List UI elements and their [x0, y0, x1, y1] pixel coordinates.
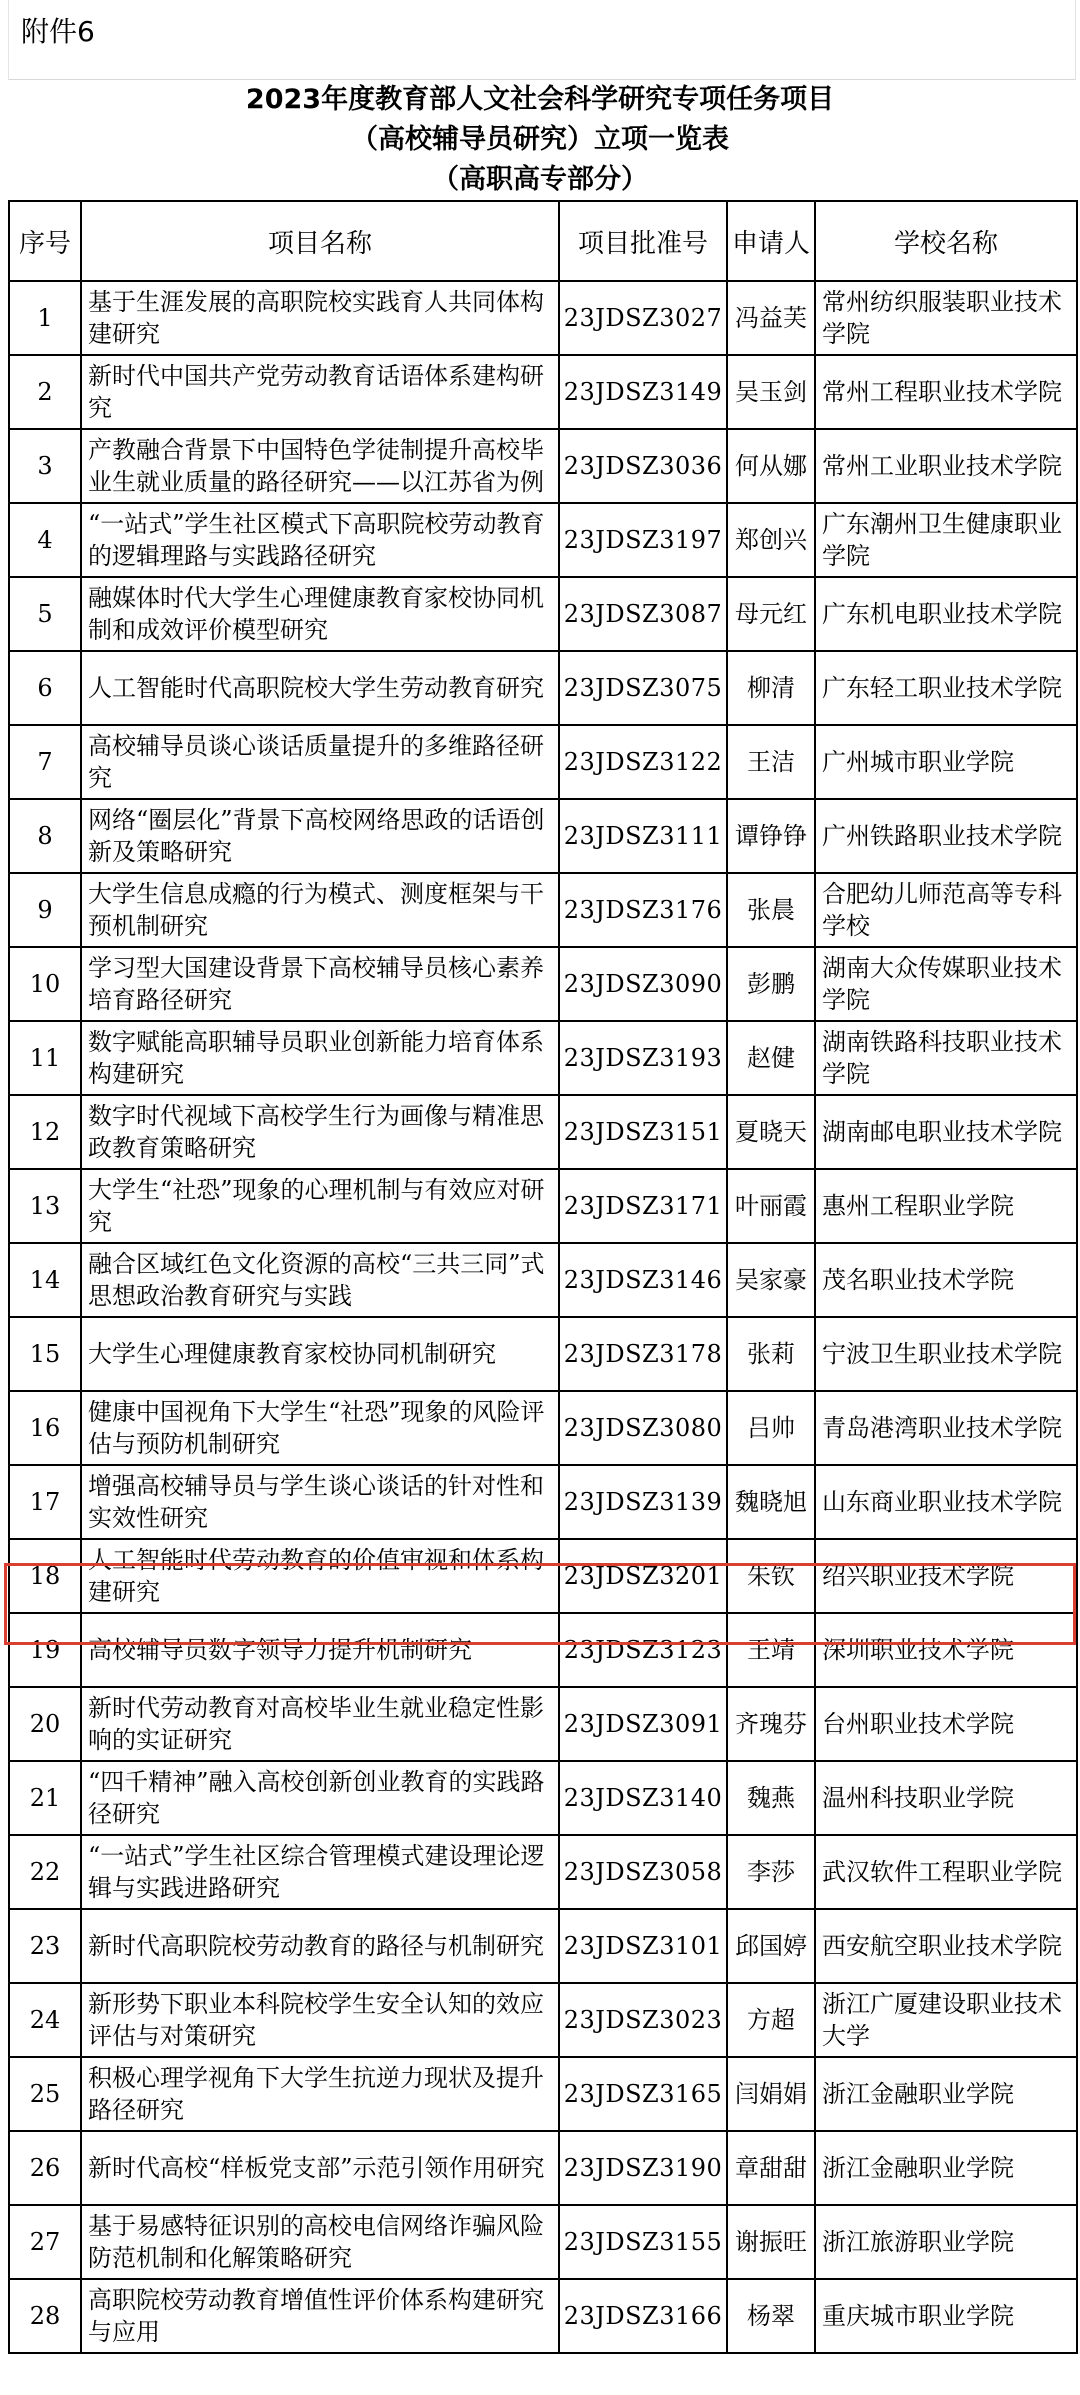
table-row [9, 873, 1077, 947]
applicant-cell: 谢振旺 [727, 2205, 815, 2279]
table-row [9, 1835, 1077, 1909]
school-name-cell: 常州纺织服装职业技术学院 [815, 281, 1077, 355]
col-header-no: 序号 [9, 201, 81, 281]
table-row [9, 725, 1077, 799]
applicant-cell: 章甜甜 [727, 2131, 815, 2205]
school-name-cell: 台州职业技术学院 [815, 1687, 1077, 1761]
row-number-cell: 4 [9, 503, 81, 577]
row-number-cell: 28 [9, 2279, 81, 2353]
project-name-cell: “一站式”学生社区综合管理模式建设理论逻辑与实践进路研究 [81, 1835, 559, 1909]
approval-number-cell: 23JDSZ3149 [559, 355, 727, 429]
approval-number-cell: 23JDSZ3111 [559, 799, 727, 873]
row-number-cell: 18 [9, 1539, 81, 1613]
applicant-cell: 李莎 [727, 1835, 815, 1909]
table-row [9, 1095, 1077, 1169]
table-row [9, 651, 1077, 725]
applicant-cell: 吕帅 [727, 1391, 815, 1465]
applicant-cell: 朱钦 [727, 1539, 815, 1613]
table-row [9, 2279, 1077, 2353]
table-row [9, 1761, 1077, 1835]
table-row [9, 429, 1077, 503]
row-number-cell: 16 [9, 1391, 81, 1465]
school-name-cell: 湖南大众传媒职业技术学院 [815, 947, 1077, 1021]
school-name-cell: 浙江金融职业学院 [815, 2131, 1077, 2205]
school-name-cell: 宁波卫生职业技术学院 [815, 1317, 1077, 1391]
project-name-cell: “一站式”学生社区模式下高职院校劳动教育的逻辑理路与实践路径研究 [81, 503, 559, 577]
table-row [9, 1613, 1077, 1687]
school-name-cell: 湖南铁路科技职业技术学院 [815, 1021, 1077, 1095]
row-number-cell: 23 [9, 1909, 81, 1983]
row-number-cell: 6 [9, 651, 81, 725]
row-number-cell: 27 [9, 2205, 81, 2279]
project-name-cell: 新时代高校“样板党支部”示范引领作用研究 [81, 2131, 559, 2205]
applicant-cell: 柳清 [727, 651, 815, 725]
applicant-cell: 冯益芙 [727, 281, 815, 355]
applicant-cell: 夏晓天 [727, 1095, 815, 1169]
approval-number-cell: 23JDSZ3155 [559, 2205, 727, 2279]
row-number-cell: 3 [9, 429, 81, 503]
project-name-cell: 积极心理学视角下大学生抗逆力现状及提升路径研究 [81, 2057, 559, 2131]
table-row [9, 1021, 1077, 1095]
row-number-cell: 25 [9, 2057, 81, 2131]
table-row [9, 355, 1077, 429]
approval-number-cell: 23JDSZ3151 [559, 1095, 727, 1169]
approval-number-cell: 23JDSZ3091 [559, 1687, 727, 1761]
approval-number-cell: 23JDSZ3193 [559, 1021, 727, 1095]
applicant-cell: 吴玉剑 [727, 355, 815, 429]
applicant-cell: 魏燕 [727, 1761, 815, 1835]
school-name-cell: 常州工业职业技术学院 [815, 429, 1077, 503]
table-row [9, 2057, 1077, 2131]
table-row [9, 577, 1077, 651]
school-name-cell: 茂名职业技术学院 [815, 1243, 1077, 1317]
document-title [0, 80, 1080, 198]
project-name-cell: 增强高校辅导员与学生谈心谈话的针对性和实效性研究 [81, 1465, 559, 1539]
row-number-cell: 10 [9, 947, 81, 1021]
project-name-cell: 大学生心理健康教育家校协同机制研究 [81, 1317, 559, 1391]
applicant-cell: 郑创兴 [727, 503, 815, 577]
attachment-header [8, 0, 1076, 80]
table-row [9, 503, 1077, 577]
row-number-cell: 17 [9, 1465, 81, 1539]
col-header-name: 项目名称 [81, 201, 559, 281]
table-row [9, 1983, 1077, 2057]
approval-number-cell: 23JDSZ3080 [559, 1391, 727, 1465]
project-name-cell: 健康中国视角下大学生“社恐”现象的风险评估与预防机制研究 [81, 1391, 559, 1465]
table-row [9, 281, 1077, 355]
approval-number-cell: 23JDSZ3197 [559, 503, 727, 577]
approval-number-cell: 23JDSZ3171 [559, 1169, 727, 1243]
applicant-cell: 齐瑰芬 [727, 1687, 815, 1761]
applicant-cell: 张晨 [727, 873, 815, 947]
approval-number-cell: 23JDSZ3190 [559, 2131, 727, 2205]
school-name-cell: 广东轻工职业技术学院 [815, 651, 1077, 725]
project-name-cell: 产教融合背景下中国特色学徒制提升高校毕业生就业质量的路径研究——以江苏省为例 [81, 429, 559, 503]
project-name-cell: 人工智能时代高职院校大学生劳动教育研究 [81, 651, 559, 725]
applicant-cell: 王靖 [727, 1613, 815, 1687]
title-line-1: 2023年度教育部人文社会科学研究专项任务项目 [245, 84, 835, 115]
project-name-cell: 大学生“社恐”现象的心理机制与有效应对研究 [81, 1169, 559, 1243]
table-row [9, 1317, 1077, 1391]
table-row [9, 947, 1077, 1021]
approval-number-cell: 23JDSZ3027 [559, 281, 727, 355]
approval-number-cell: 23JDSZ3123 [559, 1613, 727, 1687]
approval-number-cell: 23JDSZ3087 [559, 577, 727, 651]
project-name-cell: 新时代劳动教育对高校毕业生就业稳定性影响的实证研究 [81, 1687, 559, 1761]
row-number-cell: 19 [9, 1613, 81, 1687]
table-header-row [9, 201, 1077, 281]
project-name-cell: 融合区域红色文化资源的高校“三共三同”式思想政治教育研究与实践 [81, 1243, 559, 1317]
approval-number-cell: 23JDSZ3122 [559, 725, 727, 799]
school-name-cell: 绍兴职业技术学院 [815, 1539, 1077, 1613]
applicant-cell: 吴家豪 [727, 1243, 815, 1317]
table-row [9, 1539, 1077, 1613]
school-name-cell: 重庆城市职业学院 [815, 2279, 1077, 2353]
row-number-cell: 8 [9, 799, 81, 873]
applicant-cell: 王洁 [727, 725, 815, 799]
project-name-cell: 新时代中国共产党劳动教育话语体系建构研究 [81, 355, 559, 429]
project-name-cell: 人工智能时代劳动教育的价值审视和体系构建研究 [81, 1539, 559, 1613]
school-name-cell: 广州城市职业学院 [815, 725, 1077, 799]
school-name-cell: 温州科技职业学院 [815, 1761, 1077, 1835]
col-header-school: 学校名称 [815, 201, 1077, 281]
row-number-cell: 11 [9, 1021, 81, 1095]
approval-number-cell: 23JDSZ3036 [559, 429, 727, 503]
approval-number-cell: 23JDSZ3140 [559, 1761, 727, 1835]
project-name-cell: 新形势下职业本科院校学生安全认知的效应评估与对策研究 [81, 1983, 559, 2057]
approval-number-cell: 23JDSZ3023 [559, 1983, 727, 2057]
project-table [8, 200, 1078, 2354]
school-name-cell: 武汉软件工程职业学院 [815, 1835, 1077, 1909]
project-name-cell: 大学生信息成瘾的行为模式、测度框架与干预机制研究 [81, 873, 559, 947]
attachment-label: 附件6 [21, 15, 95, 48]
table-row [9, 2205, 1077, 2279]
school-name-cell: 惠州工程职业学院 [815, 1169, 1077, 1243]
row-number-cell: 5 [9, 577, 81, 651]
table-row [9, 799, 1077, 873]
approval-number-cell: 23JDSZ3166 [559, 2279, 727, 2353]
col-header-applicant: 申请人 [727, 201, 815, 281]
row-number-cell: 15 [9, 1317, 81, 1391]
row-number-cell: 14 [9, 1243, 81, 1317]
approval-number-cell: 23JDSZ3101 [559, 1909, 727, 1983]
table-row [9, 2131, 1077, 2205]
project-name-cell: 学习型大国建设背景下高校辅导员核心素养培育路径研究 [81, 947, 559, 1021]
applicant-cell: 母元红 [727, 577, 815, 651]
col-header-code: 项目批准号 [559, 201, 727, 281]
project-name-cell: 高校辅导员数字领导力提升机制研究 [81, 1613, 559, 1687]
row-number-cell: 1 [9, 281, 81, 355]
applicant-cell: 谭铮铮 [727, 799, 815, 873]
row-number-cell: 12 [9, 1095, 81, 1169]
applicant-cell: 杨翠 [727, 2279, 815, 2353]
title-line-2: （高校辅导员研究）立项一览表 [351, 124, 729, 155]
school-name-cell: 广州铁路职业技术学院 [815, 799, 1077, 873]
applicant-cell: 何从娜 [727, 429, 815, 503]
project-name-cell: 高校辅导员谈心谈话质量提升的多维路径研究 [81, 725, 559, 799]
applicant-cell: 方超 [727, 1983, 815, 2057]
approval-number-cell: 23JDSZ3178 [559, 1317, 727, 1391]
applicant-cell: 闫娟娟 [727, 2057, 815, 2131]
row-number-cell: 7 [9, 725, 81, 799]
approval-number-cell: 23JDSZ3075 [559, 651, 727, 725]
project-name-cell: 基于生涯发展的高职院校实践育人共同体构建研究 [81, 281, 559, 355]
applicant-cell: 赵健 [727, 1021, 815, 1095]
table-body [9, 281, 1077, 2353]
approval-number-cell: 23JDSZ3090 [559, 947, 727, 1021]
project-name-cell: 高职院校劳动教育增值性评价体系构建研究与应用 [81, 2279, 559, 2353]
school-name-cell: 广东潮州卫生健康职业学院 [815, 503, 1077, 577]
project-name-cell: 融媒体时代大学生心理健康教育家校协同机制和成效评价模型研究 [81, 577, 559, 651]
school-name-cell: 浙江旅游职业学院 [815, 2205, 1077, 2279]
table-row [9, 1169, 1077, 1243]
school-name-cell: 浙江金融职业学院 [815, 2057, 1077, 2131]
project-name-cell: 新时代高职院校劳动教育的路径与机制研究 [81, 1909, 559, 1983]
applicant-cell: 彭鹏 [727, 947, 815, 1021]
school-name-cell: 合肥幼儿师范高等专科学校 [815, 873, 1077, 947]
table-row [9, 1687, 1077, 1761]
school-name-cell: 青岛港湾职业技术学院 [815, 1391, 1077, 1465]
approval-number-cell: 23JDSZ3058 [559, 1835, 727, 1909]
applicant-cell: 邱国婷 [727, 1909, 815, 1983]
applicant-cell: 叶丽霞 [727, 1169, 815, 1243]
project-name-cell: 数字赋能高职辅导员职业创新能力培育体系构建研究 [81, 1021, 559, 1095]
table-row [9, 1243, 1077, 1317]
school-name-cell: 深圳职业技术学院 [815, 1613, 1077, 1687]
approval-number-cell: 23JDSZ3176 [559, 873, 727, 947]
school-name-cell: 广东机电职业技术学院 [815, 577, 1077, 651]
school-name-cell: 湖南邮电职业技术学院 [815, 1095, 1077, 1169]
row-number-cell: 22 [9, 1835, 81, 1909]
row-number-cell: 21 [9, 1761, 81, 1835]
approval-number-cell: 23JDSZ3139 [559, 1465, 727, 1539]
row-number-cell: 13 [9, 1169, 81, 1243]
table-row [9, 1465, 1077, 1539]
row-number-cell: 9 [9, 873, 81, 947]
row-number-cell: 20 [9, 1687, 81, 1761]
project-name-cell: 数字时代视域下高校学生行为画像与精准思政教育策略研究 [81, 1095, 559, 1169]
row-number-cell: 24 [9, 1983, 81, 2057]
school-name-cell: 常州工程职业技术学院 [815, 355, 1077, 429]
school-name-cell: 浙江广厦建设职业技术大学 [815, 1983, 1077, 2057]
title-line-3: （高职高专部分） [432, 164, 648, 195]
project-name-cell: “四千精神”融入高校创新创业教育的实践路径研究 [81, 1761, 559, 1835]
school-name-cell: 山东商业职业技术学院 [815, 1465, 1077, 1539]
project-name-cell: 基于易感特征识别的高校电信网络诈骗风险防范机制和化解策略研究 [81, 2205, 559, 2279]
row-number-cell: 26 [9, 2131, 81, 2205]
school-name-cell: 西安航空职业技术学院 [815, 1909, 1077, 1983]
approval-number-cell: 23JDSZ3201 [559, 1539, 727, 1613]
applicant-cell: 张莉 [727, 1317, 815, 1391]
table-row [9, 1391, 1077, 1465]
project-name-cell: 网络“圈层化”背景下高校网络思政的话语创新及策略研究 [81, 799, 559, 873]
approval-number-cell: 23JDSZ3165 [559, 2057, 727, 2131]
applicant-cell: 魏晓旭 [727, 1465, 815, 1539]
table-row [9, 1909, 1077, 1983]
approval-number-cell: 23JDSZ3146 [559, 1243, 727, 1317]
row-number-cell: 2 [9, 355, 81, 429]
